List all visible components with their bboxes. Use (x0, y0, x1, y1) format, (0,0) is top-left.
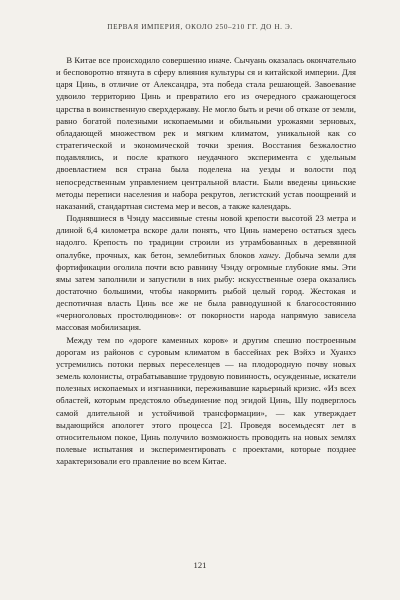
paragraph-2-text-before: Поднявшиеся в Чэнду массивные стены новой крепости высотой 23 метра и длиной 6,4 километра вскоре дали понять, что Цинь намерено остаться здесь надолго. Крепость по традиции строили из утрамбованных в деревянной опалубке, прочных, как бетон, землебитных блоков (56, 213, 356, 260)
paragraph-3: Между тем по «дороге каменных коров» и другим спешно построенным дорогам из районов с суровым климатом в бассейнах рек Вэйхэ и Хуанхэ устремились потоки первых переселенцев — на плодородную почву новых земель колонисты, отрабатывавшие трудовую повинность, осужденные, искатели полезных ископаемых и изгнанники, переживавшие карьерный кризис. «Из всех областей, которым предстояло объединение под эгидой Цинь, Шу подверглось самой длительной и устойчивой трансформации», — как утверждает выдающийся апологет этого процесса [2]. Проведя восемьдесят лет в относительном покое, Цинь получило возможность проводить на новых землях полевые испытания и экспериментировать с проектами, которые позднее характеризовали его правление во всем Китае. (56, 334, 356, 467)
body-text (56, 54, 356, 467)
paragraph-2 (56, 212, 356, 334)
italic-term-hangu: хангу (259, 249, 279, 260)
paragraph-1: В Китае все происходило совершенно иначе. Сычуань оказалась окончательно и бесповоротно втянута в сферу влияния культуры ся и китайской империи. Для царя Цинь, в отличие от Александра, эта победа стала решающей. Завоевание удвоило территорию Цинь и превратило его из очередного сражающегося царства в воинственную сверхдержаву. Не могло быть и речи об отказе от земли, равно богатой полезными ископаемыми и обильными урожаями зерновых, обладающей множеством рек и мягким климатом, уникальной как со стратегической и экономической точки зрения. Восстания безжалостно подавлялись, и после краткого неудачного эксперимента с удельным двоевластием вся страна была поделена на уезды и волости под непосредственным управлением центральной власти. Были введены циньские методы переписи населения и набора рекрутов, легистский устав поощрений и наказаний, стандартная система мер и весов, а также календарь. (56, 55, 356, 211)
running-head: ПЕРВАЯ ИМПЕРИЯ, ОКОЛО 250–210 ГГ. ДО Н. Э. (107, 23, 293, 31)
paragraph-2-text-after: . Добыча земли для фортификации оголила почти всю равнину Чэнду огромные глубокие ямы. Эти ямы затем заполнили и запустили в них рыбу: искусственные озера оказались достаточно большими, чтобы накормить рыбой целый город. Жестокая и деспотичная власть Цинь все же не была равнодушной к благосостоянию «черноголовых простолюдинов»: от покорности народа напрямую зависела массовая мобилизация. (56, 249, 356, 333)
page-number: 121 (193, 560, 207, 570)
